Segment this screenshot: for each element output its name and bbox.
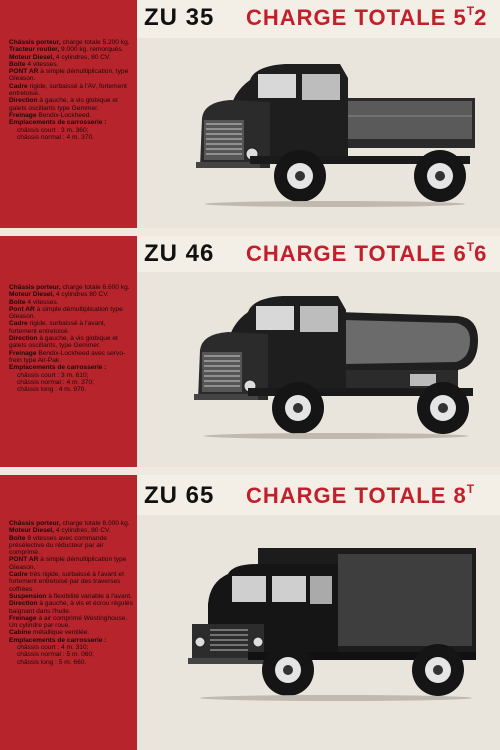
spec-key: Pont AR <box>9 305 35 313</box>
truck-illustration-zu46 <box>188 290 483 440</box>
spec-value: châssis long : 5 m. 660. <box>17 658 87 666</box>
spec-key: Moteur Diesel, <box>9 53 55 61</box>
spec-key: Cabine <box>9 629 31 637</box>
section-header-zu35 <box>0 0 500 38</box>
spec-line <box>9 39 135 46</box>
spec-line <box>9 46 135 53</box>
charge-unit: T <box>466 240 475 254</box>
spec-value: 8 vitesses avec commande présélective du réducteur par air comprimé. <box>9 534 107 557</box>
spec-value: 4 cylindres 80 CV. <box>55 291 109 299</box>
spec-value: à simple démultiplication type Gleason. <box>9 556 127 571</box>
spec-key: PONT AR <box>9 68 39 76</box>
spec-value: châssis normal : 5 m. 060; <box>17 651 94 659</box>
spec-line <box>9 386 135 393</box>
spec-value: rigide, surbaissé à l'avant, fortement entretoisé. <box>9 320 106 335</box>
spec-line <box>9 629 135 636</box>
spec-key: Direction <box>9 97 38 105</box>
charge-number: 5 <box>453 5 467 30</box>
spec-line <box>9 127 135 134</box>
spec-line <box>9 350 135 365</box>
section-header-zu65 <box>0 478 500 516</box>
spec-line <box>9 83 135 98</box>
spec-line <box>9 651 135 658</box>
model-title: ZU 46 <box>144 240 215 267</box>
spec-key: Boîte <box>9 298 26 306</box>
charge-title <box>246 240 487 267</box>
spec-value: châssis court : 4 m. 310; <box>17 644 89 652</box>
charge-decimal: 2 <box>474 5 488 30</box>
spec-key: Cadre <box>9 571 28 579</box>
spec-key: Châssis porteur, <box>9 39 61 46</box>
spec-line <box>9 284 135 291</box>
spec-value: 4 cylindres, 80 CV. <box>55 53 111 61</box>
spec-value: très rigide, surbaissé à l'avant et fortement entretoisé par des traverses coffrées. <box>9 571 124 593</box>
spec-line <box>9 119 135 126</box>
spec-line <box>9 320 135 335</box>
spec-line <box>9 291 135 298</box>
spec-line <box>9 615 135 630</box>
spec-line <box>9 364 135 371</box>
spec-key: Boîte <box>9 534 26 542</box>
spec-value: charge totale 5.200 kg. <box>62 39 130 46</box>
spec-key: Emplacements de carrosserie : <box>9 636 107 644</box>
spec-line <box>9 556 135 571</box>
spec-key: Emplacements de carrosserie : <box>9 364 107 372</box>
spec-key: Cadre <box>9 82 28 90</box>
spec-value: Bendix-Lockheed avec servo-frein type Air-Pak. <box>9 349 126 364</box>
spec-line <box>9 379 135 386</box>
spec-value: à gauche, à vis globique et galets oscillants, type Gemmer. <box>9 335 118 350</box>
spec-key: Cadre <box>9 320 28 328</box>
charge-unit: T <box>466 4 475 18</box>
spec-key: Freinage <box>9 349 37 357</box>
spec-value: métallique ventilée. <box>32 629 90 637</box>
spec-key: Châssis porteur, <box>9 520 61 527</box>
charge-label: CHARGE TOTALE <box>246 5 447 30</box>
spec-line <box>9 593 135 600</box>
spec-line <box>9 600 135 615</box>
spec-value: à gauche, à vis globique et galets oscillants type Gemmer. <box>9 97 118 112</box>
spec-line <box>9 527 135 534</box>
truck-illustration-zu35 <box>190 58 480 208</box>
spec-line <box>9 61 135 68</box>
specs-list-zu46 <box>9 284 135 393</box>
charge-title <box>246 482 474 509</box>
specs-list-zu65 <box>9 520 135 666</box>
spec-value: charge totale 8.000 kg. <box>62 520 130 527</box>
section-header-zu46 <box>0 236 500 274</box>
spec-key: Moteur Diesel, <box>9 527 55 535</box>
spec-line <box>9 97 135 112</box>
charge-unit: T <box>466 482 475 496</box>
spec-key: Suspension <box>9 592 47 600</box>
spec-value: châssis court : 3 m. 360; <box>17 126 89 134</box>
spec-value: 4 cylindres, 80 CV. <box>55 527 111 535</box>
spec-line <box>9 112 135 119</box>
model-title: ZU 65 <box>144 482 215 509</box>
spec-value: 9.000 kg. remorqués. <box>61 46 124 54</box>
spec-line <box>9 637 135 644</box>
spec-value: à air comprimé Westinghouse. Un cylindre par roue. <box>9 614 128 630</box>
spec-value: châssis normal : 4 m. 370. <box>17 133 94 141</box>
spec-line <box>9 306 135 321</box>
charge-decimal: 6 <box>474 241 488 266</box>
spec-key: Tracteur routier, <box>9 46 60 54</box>
spec-key: Direction <box>9 335 38 343</box>
specs-list-zu35 <box>9 39 135 141</box>
spec-value: à simple démultiplication type Gleason. <box>9 305 123 321</box>
charge-number: 6 <box>453 241 467 266</box>
spec-value: rigide, surbaissé à l'AV, fortement entretoisé. <box>9 82 127 98</box>
spec-value: Bendix-Lockheed. <box>38 111 92 119</box>
spec-line <box>9 299 135 306</box>
charge-title <box>246 4 487 31</box>
spec-key: Boîte <box>9 60 26 68</box>
charge-number: 8 <box>453 483 467 508</box>
spec-key: Freinage <box>9 111 37 119</box>
model-title: ZU 35 <box>144 4 215 31</box>
gap-1 <box>0 228 500 236</box>
spec-key: PONT AR <box>9 556 39 564</box>
spec-value: 4 vitesses. <box>27 60 59 68</box>
spec-line <box>9 644 135 651</box>
spec-value: 4 vitesses. <box>27 298 59 306</box>
spec-value: châssis normal : 4 m. 370; <box>17 378 94 386</box>
spec-line <box>9 68 135 83</box>
gap-2 <box>0 467 500 475</box>
spec-value: charge totale 6.600 kg. <box>62 284 130 291</box>
spec-line <box>9 659 135 666</box>
spec-value: châssis court : 3 m. 610; <box>17 371 89 379</box>
spec-line <box>9 134 135 141</box>
spec-line <box>9 372 135 379</box>
spec-value: à flexibilité variable à l'avant. <box>48 592 132 600</box>
spec-line <box>9 335 135 350</box>
charge-label: CHARGE TOTALE <box>246 483 447 508</box>
spec-line <box>9 535 135 557</box>
truck-illustration-zu65 <box>188 542 483 702</box>
spec-value: à gauche, à vis et écrou régulés baignant dans l'huile. <box>9 600 133 615</box>
spec-key: Moteur Diesel, <box>9 291 55 299</box>
spec-key: Freinage <box>9 614 37 622</box>
spec-key: Emplacements de carrosserie : <box>9 119 107 127</box>
spec-key: Châssis porteur, <box>9 284 61 291</box>
spec-key: Direction <box>9 600 38 608</box>
spec-line <box>9 54 135 61</box>
spec-value: à simple démultiplication, type Gleason. <box>9 68 129 83</box>
spec-line <box>9 520 135 527</box>
spec-value: châssis long : 4 m. 970. <box>17 386 87 394</box>
charge-label: CHARGE TOTALE <box>246 241 447 266</box>
spec-line <box>9 571 135 593</box>
